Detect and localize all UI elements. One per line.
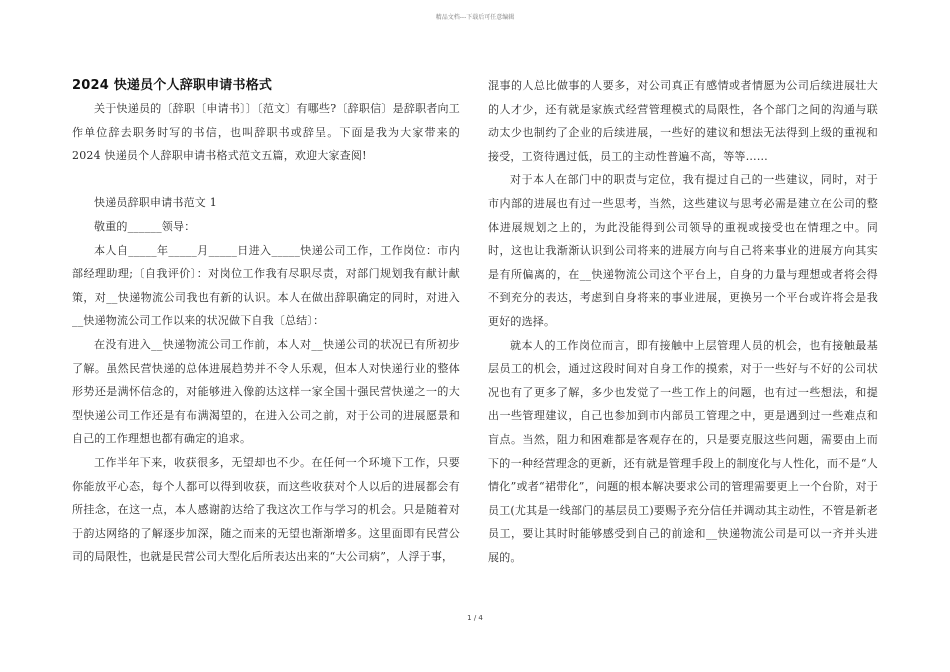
body-paragraph: 就本人的工作岗位而言，即有接触中上层管理人员的机会，也有接触最基层员工的机会，通过这段时间对自身工作的摸索，对于一些好与不好的公司状况也有了更多了解，多少也发觉了一些工作上的问题，也有过一些想法，和提出一些管理建议，自己也参加到市内部员工管理之中，更是遇到过一些难点和盲点。当然，阻力和困难都是客观存在的，只是要克服这些问题，需要由上而下的一种经营理念的更新，还有就是管理手段上的制度化与人性化，而不是“人情化”或者“裙带化”，问题的根本解决要求公司的管理需要更上一个台阶，对于员工(尤其是一线部门的基层员工)要赐予充分信任并调动其主动性，不管是新老员工，要让其时时能够感受到自己的前途和__快递物流公司是可以一齐并头进展的。 — [488, 338, 878, 564]
salutation: 敬重的______领导： — [94, 219, 196, 233]
document-title: 2024 快递员个人辞职申请书格式 — [72, 78, 273, 93]
right-column — [488, 74, 878, 569]
paragraph-spacer — [72, 168, 460, 192]
left-column — [72, 74, 460, 569]
body-paragraph: 混事的人总比做事的人要多，对公司真正有感情或者情愿为公司后续进展壮大的人才少，还有就是家族式经营管理模式的局限性，各个部门之间的沟通与联动太少也制约了企业的后续进展，一些好的建议和想法无法得到上级的重视和接受，工资待遇过低，员工的主动性普遍不高，等等…… — [488, 79, 878, 163]
intro-paragraph: 关于快递员的〔辞职〔申请书〕〕〔范文〕有哪些?〔辞职信〕是辞职者向工作单位辞去职务时写的书信，也叫辞职书或辞呈。下面是我为大家带来的 2024 快递员个人辞职申请书格式范文五篇，欢迎大家查阅! — [72, 102, 460, 163]
body-paragraph: 在没有进入__快递物流公司工作前，本人对__快递公司的状况已有所初步了解。虽然民营快递的总体进展趋势并不令人乐观，但本人对快递行业的整体形势还是满怀信念的，对能够进入像韵达这样一家全国十强民营快递之一的大型快递公司工作还是有布满渴望的，在进入公司之前，对于公司的进展愿景和自己的工作理想也都有确定的追求。 — [72, 337, 460, 446]
body-paragraph: 对于本人在部门中的职责与定位，我有提过自己的一些建议，同时，对于市内部的进展也有过一些思考，当然，这些建议与思考必需是建立在公司的整体进展规划之上的，为此没能得到公司领导的重视或接受也在情理之中。同时，这也让我渐渐认识到公司将来的进展方向与自己将来事业的进展方向其实是有所偏离的，在__快递物流公司这个平台上，自身的力量与理想或者将会得不到充分的表达，考虑到自身将来的事业进展，更换另一个平台或许将会是我更好的选择。 — [488, 173, 878, 328]
body-paragraph: 工作半年下来，收获很多，无望却也不少。在任何一个环境下工作，只要你能放平心态，每个人都可以得到收获，而这些收获对个人以后的进展都会有所挂念，在这一点，本人感谢韵达给了我这次工作与学习的机会。只是随着对于韵达网络的了解逐步加深，随之而来的无望也渐渐增多。这里面即有民营公司的局限性，也就是民营公司大型化后所表达出来的“大公司病”，人浮于事， — [72, 455, 460, 564]
body-paragraph: 本人自_____年_____月_____日进入_____快递公司工作，工作岗位：市内部经理助理;〔自我评价〕：对岗位工作我有尽职尽责，对部门规划我有献计献策，对__快递物流公司我也有新的认识。本人在做出辞职确定的同时，对进入__快递物流公司工作以来的状况做下自我〔总结〕： — [72, 243, 460, 328]
page-header: 精品文档---下载后可任意编辑 — [435, 14, 515, 21]
page-number: 1 / 4 — [467, 614, 483, 622]
section-heading: 快递员辞职申请书范文 1 — [94, 196, 217, 210]
